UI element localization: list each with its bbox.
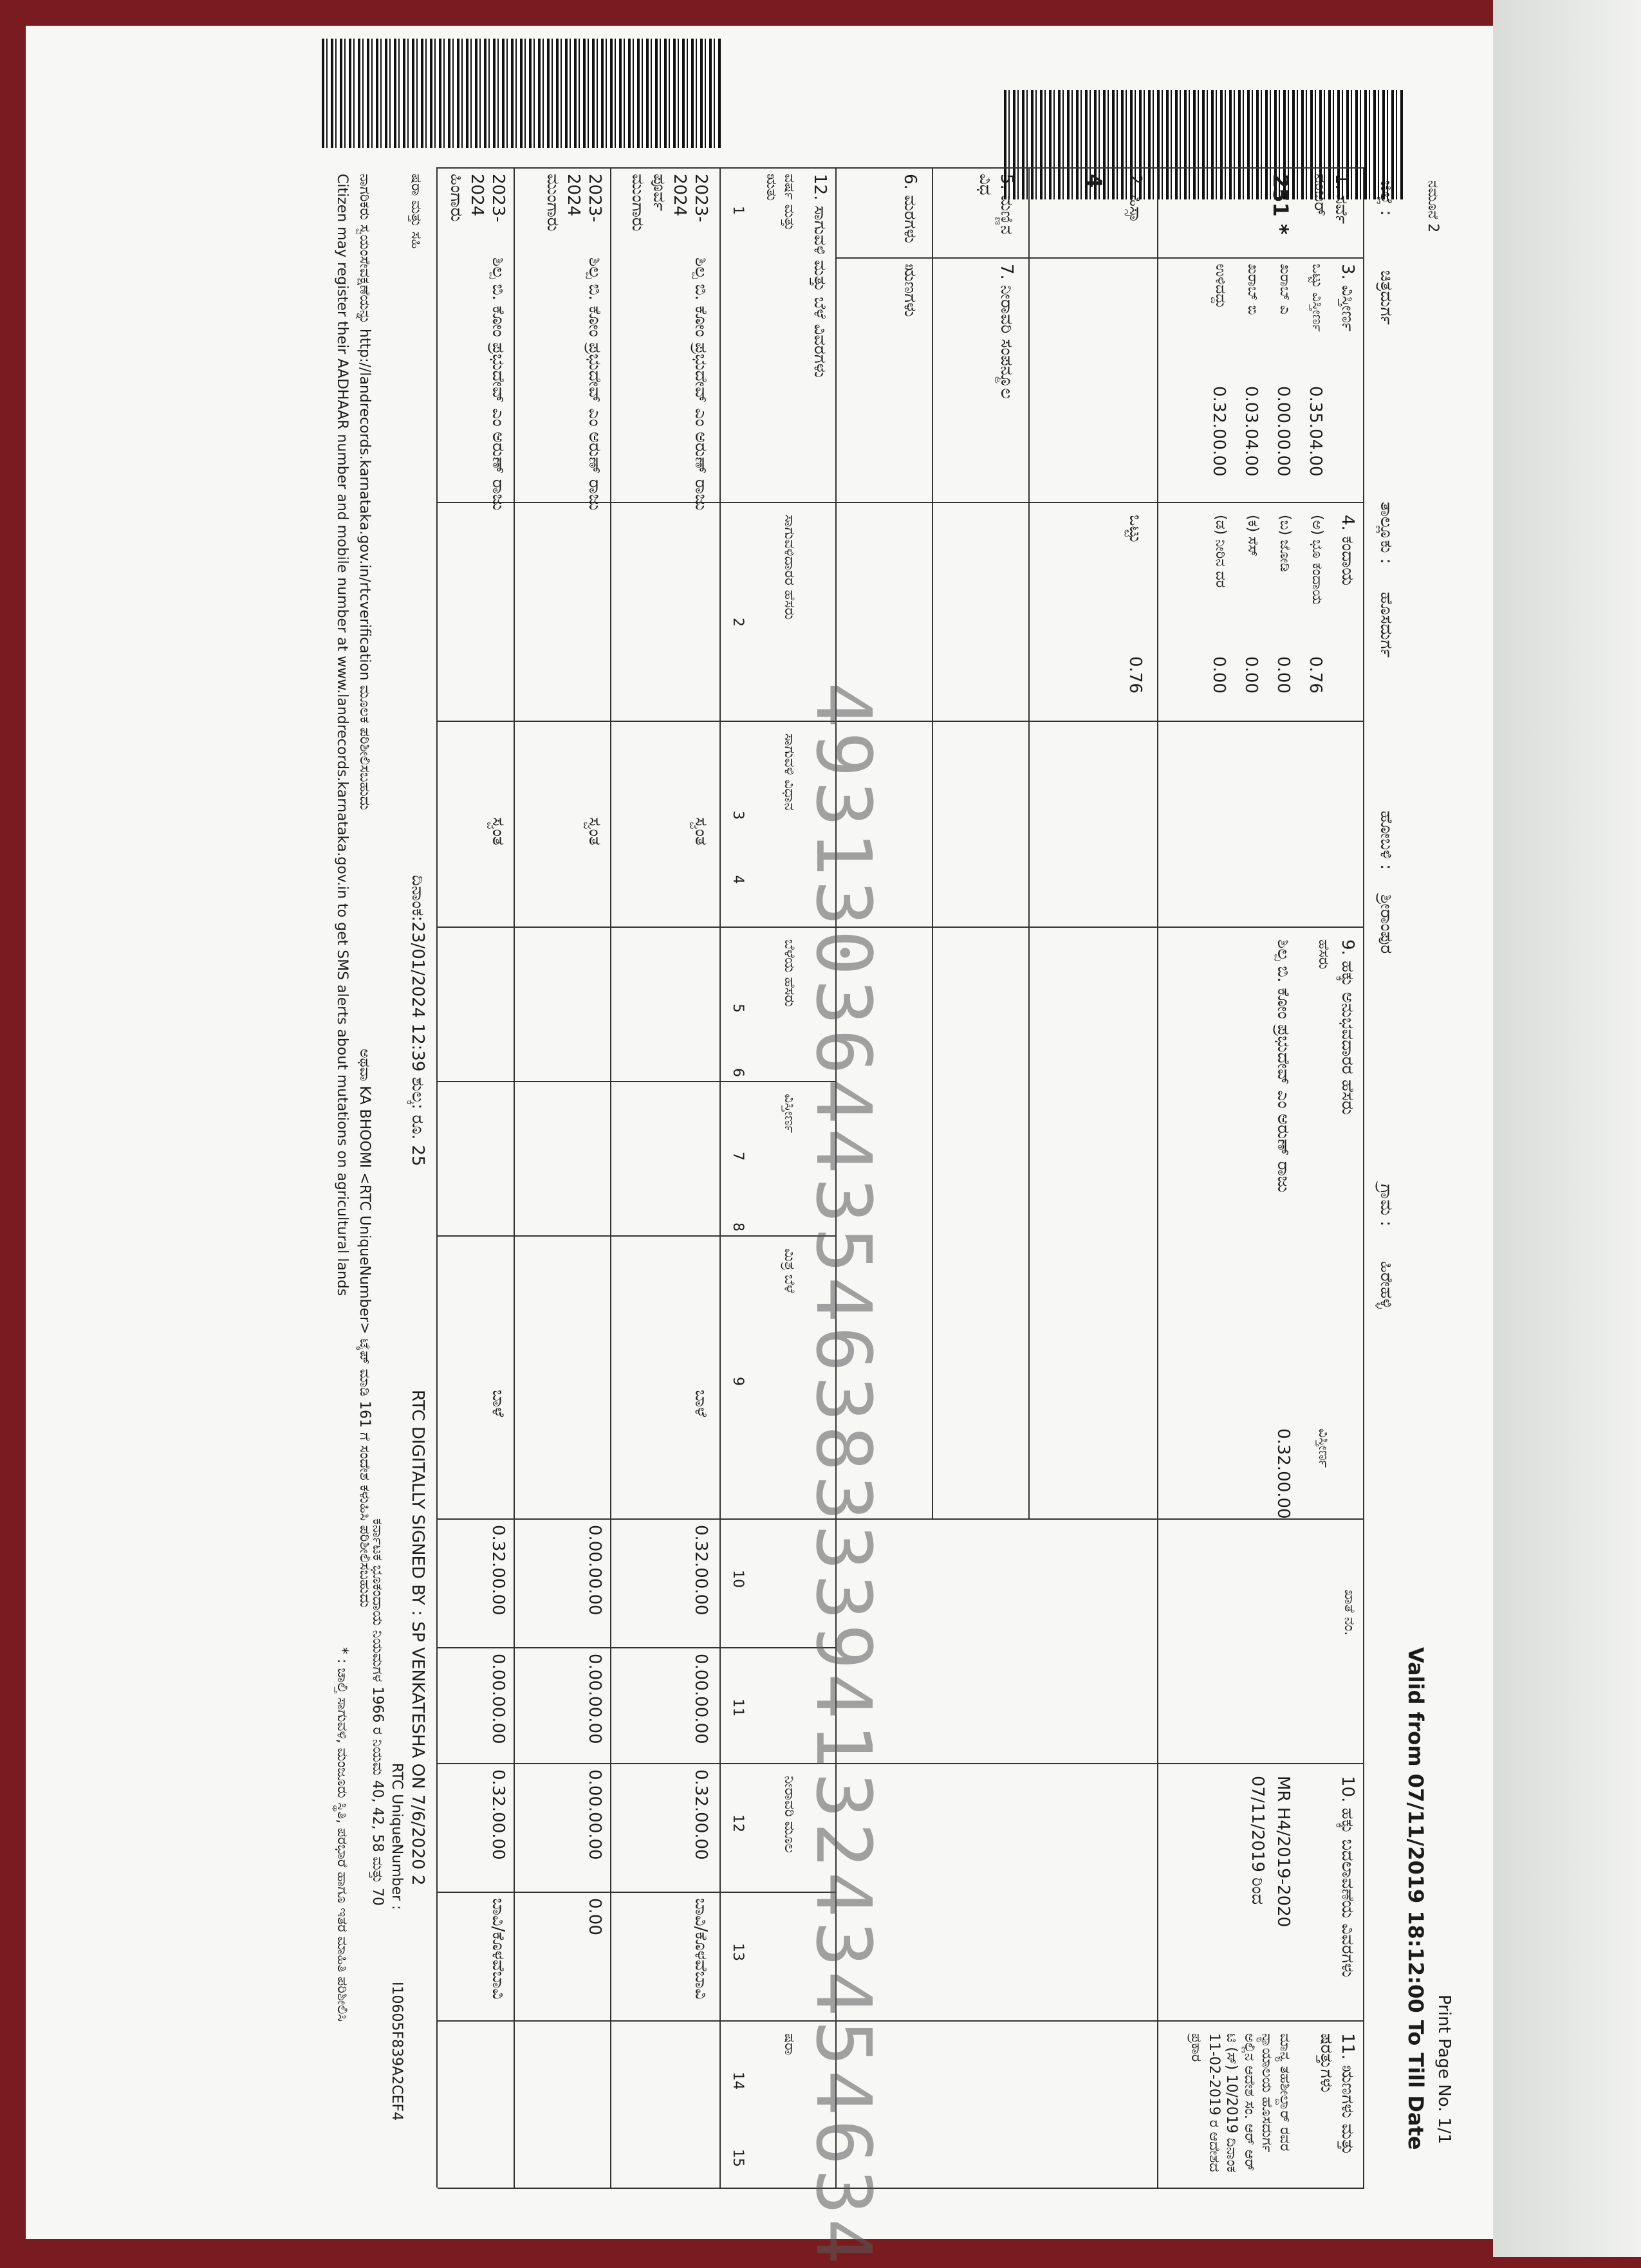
crop-col-number: 14	[730, 2072, 746, 2090]
area-row-3: ಖರಾಬ್ ಬಿ	[1245, 264, 1261, 315]
rtc-document	[283, 167, 1454, 2268]
crop-col-season: ವರ್ಷ ಮತ್ತು ಋತು	[763, 174, 797, 231]
grid-line	[438, 2020, 1364, 2022]
background-right	[1493, 0, 1641, 2257]
crop-col-mixed: ಮಿಶ್ರ ಬೆಳೆ	[781, 1248, 797, 1293]
grid-line	[837, 257, 1364, 259]
crop-row-crop: ಬಾಳೆ	[488, 1390, 508, 1417]
form-number: ನಮೂನೆ 2	[1425, 180, 1441, 233]
footer-date-fee: ದಿನಾಂಕ:23/01/2024 12:39 ಶುಲ್ಕ: ರೂ. 25	[408, 875, 427, 1166]
crop-col-crop: ಬೆಳೆಯ ಹೆಸರು	[781, 939, 797, 1008]
crop-col-number: 1	[730, 206, 746, 215]
crop-col-number: 3	[730, 811, 746, 820]
district: ಚಿತ್ರದುರ್ಗ	[1377, 270, 1396, 325]
crop-row-season: 2023-2024 ಪೂರ್ವ ಮುಂಗಾರು	[628, 174, 710, 232]
crop-row-area-a: 0.00.00.00	[585, 1525, 604, 1616]
crop-col-number: 13	[730, 1943, 746, 1961]
area-row-1: ಒಟ್ಟು ವಿಸ್ತೀರ್ಣ	[1309, 264, 1325, 332]
footer-unique-number: I10605F839A2CEF4	[389, 1982, 405, 2121]
grid-line	[438, 927, 1364, 928]
survey-number-label: 1. ಸರ್ವೆ ನಂಬರ್	[1310, 174, 1351, 225]
page-number: Print Page No. 1/1	[1434, 1995, 1454, 2144]
taluk: ಹೊಸದುರ್ಗ	[1377, 592, 1396, 658]
remarks-text: ಮಾನ್ಯ ತಹಶೀಲ್ದಾರ್ ರವರ ನ್ಯಾಯಾಲಯ ಹೊಸದುರ್ಗ ಅಲ್ಲಿನ ಆದೇಶ ಸಂ. ಆರ್ ಆರ್ ಟಿ (ಸ್) 10/2019 ದಿನಾಂಕ 11-02-2019 ರ ಆದೇಶದ ಪ್ರಕಾರ	[1188, 2033, 1293, 2173]
crop-row-cultivator: ಶಿಲ್ಪ ಬಿ. ಕೋಂ ಪ್ರಭುದೇವ್ ಎಂ ಅರುಣ್ ರಾಜು	[691, 257, 710, 511]
owner-name: ಶಿಲ್ಪ ಬಿ. ಕೋಂ ಪ್ರಭುದೇವ್ ಎಂ ಅರುಣ್ ರಾಜು	[1274, 939, 1293, 1193]
barcode-top-left	[322, 39, 721, 148]
crop-col-method: ಸಾಗುವಳಿ ವಿಧಾನ	[781, 733, 797, 811]
crop-col-number: 12	[730, 1814, 746, 1832]
revenue-total-label: ಒಟ್ಟು	[1126, 515, 1145, 544]
crop-row-area-c: 0.00.00.00	[585, 1769, 604, 1860]
crop-section-label: 12. ಸಾಗುವಳಿ ಮತ್ತು ಬೆಳೆ ವಿವರಗಳು	[810, 174, 830, 378]
crop-col-number: 10	[730, 1570, 746, 1588]
footer-unique-label: RTC UniqueNumber :	[389, 1763, 405, 1910]
hobli-label: ಹೋಬಳಿ :	[1377, 811, 1396, 870]
revenue-row-3: (ಕ) ಸೆಸ್	[1245, 515, 1261, 557]
crop-col-number: 9	[730, 1377, 746, 1386]
revenue-value-3: 0.00	[1241, 656, 1261, 694]
grid-line	[438, 1518, 1364, 1520]
footer-note-kn-2: ನಾಗರಿಕರು ಸ್ವಯಂಸೇವಕ್ಷಣೆಯನ್ನು http://landrecords.karnataka.gov.in/rtcverification ಮೂಲಕ ಪರಿಶೀಲಿಸಬಹುದು	[357, 174, 373, 810]
area-label: 3. ವಿಸ್ತೀರ್ಣ	[1338, 264, 1357, 332]
district-label: ಜಿಲ್ಲೆ :	[1377, 180, 1396, 216]
grid-line	[438, 502, 1364, 503]
grid-line	[438, 167, 1364, 169]
crop-row-type: ಸ್ವಂತ	[585, 817, 604, 845]
hissa-label: 2. ಹಿಸ್ಸಾ	[1126, 174, 1145, 223]
remarks-label: 11. ಋಣಗಳು ಮತ್ತು ಷರತ್ತುಗಳು	[1317, 2033, 1357, 2155]
grid-line	[1157, 167, 1158, 2188]
grid-line	[438, 1081, 837, 1082]
crop-col-irrigation: ನೀರಾವರಿ ಮೂಲ	[781, 1776, 797, 1853]
crop-row-source: 0.00	[585, 1898, 604, 1935]
crop-col-number: 11	[730, 1699, 746, 1717]
crop-col-number: 6	[730, 1068, 746, 1077]
area-value-3: 0.03.04.00	[1241, 386, 1261, 477]
grid-line	[438, 1892, 837, 1893]
revenue-total: 0.76	[1126, 656, 1145, 694]
taluk-label: ತಾಲ್ಲೂಕು :	[1377, 502, 1396, 564]
revenue-value-4: 0.00	[1209, 656, 1228, 694]
crop-row-type: ಸ್ವಂತ	[488, 817, 508, 845]
owner-col-name: ಹೆಸರು	[1315, 939, 1331, 970]
mutation-label: 10. ಹಕ್ಕು ಬದಲಾವಣೆಯ ವಿವರಗಳು	[1338, 1776, 1357, 1978]
revenue-row-1: (ಅ) ಭೂ ಕಂದಾಯ	[1309, 515, 1325, 605]
footer-note-rtc: ಅಥವಾ KA BHOOMI <RTC UniqueNumber> ಟೈಪ್ ಮಾಡಿ 161 ಗೆ ಸಂದೇಶ ಕಳುಹಿಸಿ ಪರಿಶೀಲಿಸಬಹುದು	[357, 1049, 373, 1608]
crop-col-number: 2	[730, 618, 746, 627]
village: ಹಿರೇಹಳ್ಳಿ	[1377, 1261, 1396, 1309]
area-value-1: 0.35.04.00	[1306, 386, 1325, 477]
crop-col-number: 8	[730, 1222, 746, 1231]
grid-line	[438, 1763, 1364, 1764]
watermark-number: 49313036443546383339413243454634	[799, 682, 888, 2268]
crop-col-area: ವಿಸ್ತೀರ್ಣ	[781, 1094, 797, 1134]
revenue-value-1: 0.76	[1306, 656, 1325, 694]
crop-row-area-b: 0.00.00.00	[691, 1654, 710, 1744]
crop-row-crop: ಬಾಳೆ	[691, 1390, 710, 1417]
crop-row-source: ಬಾವಿ/ಕೊಳವೆಬಾವಿ	[691, 1898, 710, 2000]
revenue-label: 4. ಕಂದಾಯ	[1338, 515, 1357, 586]
footer-note-kn-1: ಕರ್ನಾಟಕ ಭೂಕಂದಾಯ ನಿಯಮಗಳ 1966 ರ ನಿಯಮ 40, 42, 58 ಮತ್ತು 70	[369, 1518, 385, 1906]
trees-label: 6. ಮರಗಳು	[900, 174, 920, 244]
crop-row-season: 2023-2024 ಹಿಂಗಾರು	[447, 174, 508, 223]
owner-col-account: ಖಾತೆ ನಂ.	[1341, 1589, 1357, 1636]
crop-row-source: ಬಾವಿ/ಕೊಳವೆಬಾವಿ	[488, 1898, 508, 2000]
village-label: ಗ್ರಾಮ :	[1377, 1184, 1396, 1227]
crop-row-cultivator: ಶಿಲ್ಪ ಬಿ. ಕೋಂ ಪ್ರಭುದೇವ್ ಎಂ ಅರುಣ್ ರಾಜು	[585, 257, 604, 511]
grid-line	[438, 2188, 1364, 2189]
crop-row-area-c: 0.32.00.00	[691, 1769, 710, 1860]
crop-col-number: 7	[730, 1152, 746, 1161]
revenue-value-2: 0.00	[1274, 656, 1293, 694]
survey-number: 251 *	[1268, 174, 1293, 235]
footer-note-en: Citizen may register their AADHAAR number and mobile number at www.landrecords.karnataka.gov.in to get SMS alerts about mutations on agricultural lands	[334, 174, 350, 1296]
crop-row-season: 2023-2024 ಮುಂಗಾರು	[543, 174, 604, 232]
grid-line	[1028, 167, 1030, 1518]
area-row-2: ಖರಾಬ್ ಎ	[1277, 264, 1293, 315]
crop-row-area-a: 0.32.00.00	[691, 1525, 710, 1616]
crop-row-cultivator: ಶಿಲ್ಪ ಬಿ. ಕೋಂ ಪ್ರಭುದೇವ್ ಎಂ ಅರುಣ್ ರಾಜು	[488, 257, 508, 511]
crop-col-remarks: ಷರಾ	[781, 2033, 797, 2056]
soil-label: 5. ಮಣ್ಣಿನ ವಿಧ	[976, 174, 1016, 235]
footer-star-note: * : ಚಾಲ್ತಿ ಸಾಗುವಳಿ, ಮಂಜೂರು ಸ್ಥಿತಿ, ಪರಭಾರೆ ಹಾಗೂ ಇತರ ಮಾಹಿತಿ ಪರಿಶೀಲಿಸಿ	[334, 1647, 350, 2022]
mutation-mr-number: MR H4/2019-2020	[1274, 1776, 1293, 1928]
crop-col-number: 5	[730, 1004, 746, 1013]
area-value-4: 0.32.00.00	[1209, 386, 1228, 477]
crop-row-area-c: 0.32.00.00	[488, 1769, 508, 1860]
crop-col-cultivator: ಸಾಗುವಳಿದಾರರ ಹೆಸರು	[781, 515, 797, 620]
grid-line	[1363, 167, 1364, 2188]
hissa: 4	[1082, 174, 1106, 189]
owner-label: 9. ಹಕ್ಕು ಅನುಭವದಾರರ ಹೆಸರು	[1338, 939, 1357, 1115]
crop-col-number: 4	[730, 875, 746, 884]
area-value-2: 0.00.00.00	[1274, 386, 1293, 477]
grid-line	[436, 167, 438, 2188]
grid-line	[932, 167, 933, 1518]
crop-row-area-a: 0.32.00.00	[488, 1525, 508, 1616]
mutation-date: 07/11/2019 ರಿಂದ	[1248, 1776, 1267, 1905]
revenue-row-2: (ಬ) ಜೋಡಿ	[1277, 515, 1293, 572]
grid-line	[719, 167, 721, 2188]
area-row-4: ಉಳಿದದ್ದು	[1212, 264, 1228, 309]
crop-row-area-b: 0.00.00.00	[585, 1654, 604, 1744]
grid-line	[514, 167, 515, 2188]
crop-row-area-b: 0.00.00.00	[488, 1654, 508, 1744]
footer-hand-sign: ಷರಾ ಮತ್ತು ಸಹಿ	[408, 174, 424, 249]
grid-line	[438, 1235, 837, 1237]
crop-row-type: ಸ್ವಂತ	[691, 817, 710, 845]
irrigation-label: 7. ನೀರಾವರಿ ಸಂಪನ್ಮೂಲ	[997, 264, 1016, 400]
hobli: ಶ್ರೀರಾಂಪುರ	[1377, 894, 1396, 954]
grid-line	[438, 1647, 837, 1648]
valid-from: Valid from 07/11/2019 18:12:00 To Till Date	[1404, 1647, 1428, 2150]
owner-col-area: ವಿಸ್ತೀರ್ಣ	[1315, 1428, 1331, 1468]
encumbrance-label: ಋಣಗಳು	[900, 264, 920, 317]
grid-line	[438, 721, 1364, 722]
revenue-row-4: (ಡ) ನೀರಿನ ದರ	[1212, 515, 1228, 588]
grid-line	[610, 167, 611, 2188]
footer-signed: RTC DIGITALLY SIGNED BY : SP VENKATESHA ON 7/6/2020 2	[408, 1390, 427, 1886]
owner-area: 0.32.00.00	[1274, 1428, 1293, 1519]
crop-col-number: 15	[730, 2149, 746, 2167]
